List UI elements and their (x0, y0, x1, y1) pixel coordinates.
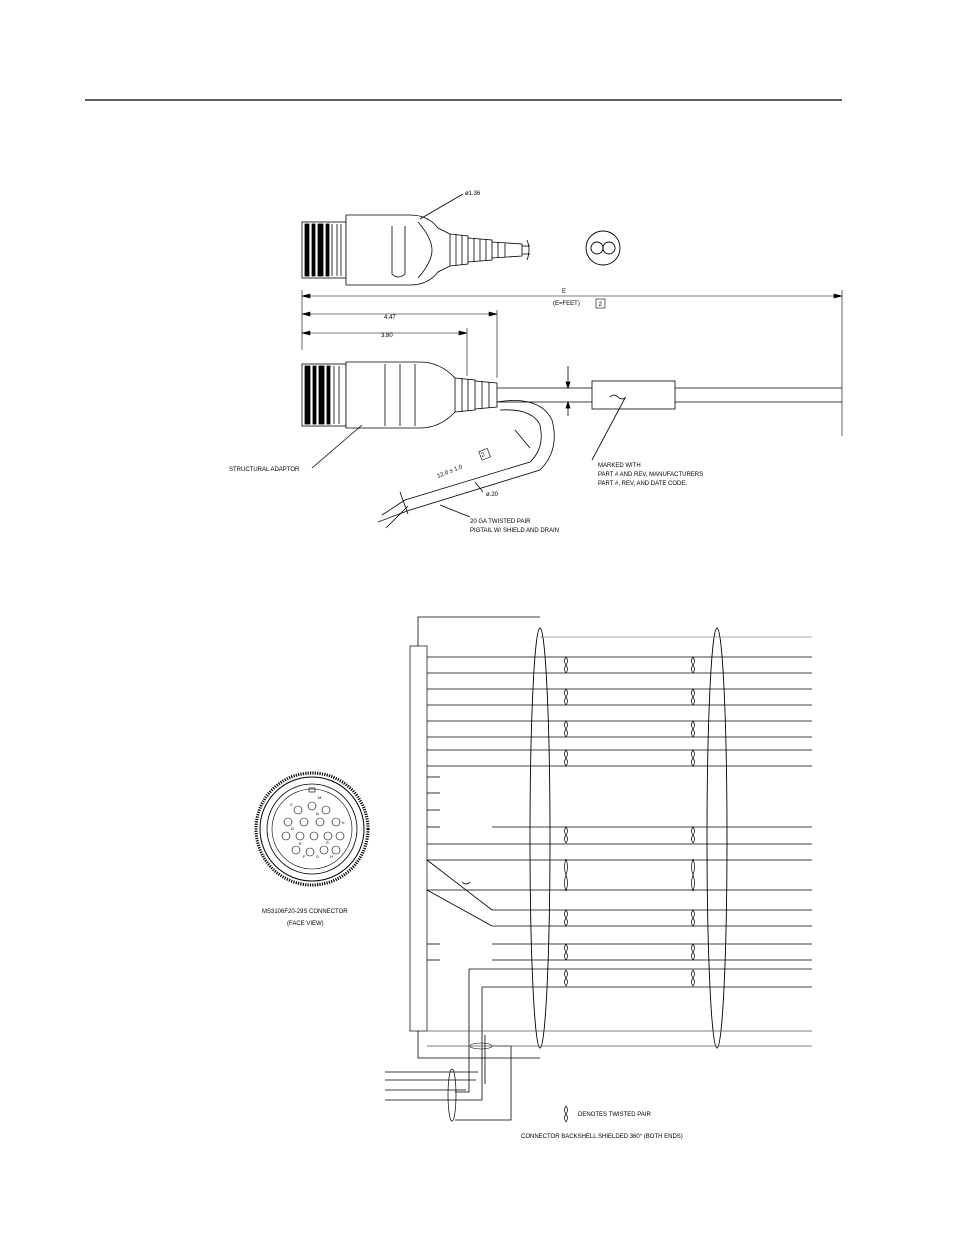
connector-pin-letter: H (330, 854, 333, 859)
note-ref-2: 2 (480, 452, 486, 459)
twisted-pair-symbol (692, 750, 695, 766)
connector-pin-hole (336, 832, 344, 840)
connector-pin-hole (316, 818, 324, 826)
cable-top-view (302, 194, 530, 285)
twisted-pair-symbol (565, 944, 568, 960)
marking-line-2: PART # AND REV, MANUFACTURERS (598, 472, 704, 478)
connector-pin-letter: M (318, 795, 322, 800)
connector-pin-letter: E (299, 841, 302, 846)
connector-pin-hole (310, 832, 318, 840)
twisted-pair-markers (565, 657, 695, 986)
connector-pins (282, 795, 345, 859)
twisted-pair-symbol (565, 910, 568, 926)
connector-pin-hole (308, 802, 316, 810)
dim-380-label: 3.80 (381, 333, 393, 339)
twisted-pair-symbol (692, 859, 695, 891)
pigtail-line-2: PIGTAIL W/ SHIELD AND DRAIN (470, 528, 560, 534)
connector-pin-hole (332, 818, 340, 826)
marking-line-1: MARKED WITH (598, 463, 641, 469)
connector-pin-hole (300, 818, 308, 826)
connector-pin-letter: D (291, 826, 294, 831)
routed-wires (385, 860, 812, 1121)
connector-pin-hole (306, 848, 314, 856)
legend-twisted-pair: DENOTES TWISTED PAIR (578, 1112, 651, 1118)
backshell-note: CONNECTOR BACKSHELL SHIELDED 360° (BOTH ENDS) (521, 1134, 683, 1140)
twisted-pair-symbol (692, 827, 695, 843)
structural-adaptor-label: STRUCTURAL ADAPTOR (229, 467, 300, 473)
connector-pin-hole (332, 846, 340, 854)
twisted-pair-symbol (565, 689, 568, 705)
connector-pin-hole (282, 832, 290, 840)
connector-pin-hole (292, 846, 300, 854)
connector-pin-hole (296, 832, 304, 840)
connector-pin-hole (284, 818, 292, 826)
twisted-pair-symbol (565, 721, 568, 737)
connector-face (256, 773, 368, 885)
pigtail-line-1: 20 GA TWISTED PAIR (470, 519, 531, 525)
connector-pin-letter: F (303, 854, 306, 859)
twisted-pair-symbol (692, 970, 695, 986)
twisted-pair-symbol (565, 827, 568, 843)
pigtail-length-label: 12.0 ± 1.0 (436, 464, 464, 480)
twisted-pair-symbol (692, 910, 695, 926)
wire-lines (427, 657, 812, 987)
connector-pin-letter: N (316, 811, 319, 816)
diameter-label: ø1.36 (465, 191, 481, 197)
pigtail-diameter-label: ø.20 (486, 492, 499, 498)
twisted-pair-symbol (692, 944, 695, 960)
twisted-pair-symbol (565, 970, 568, 986)
cable-cross-section (586, 231, 620, 265)
dim-447-label: 4.47 (384, 315, 396, 321)
connector-pin-hole (324, 832, 332, 840)
wiring-schematic (410, 617, 727, 1058)
length-label: E (562, 289, 567, 295)
connector-pin-hole (294, 806, 302, 814)
twisted-pair-legend-icon (565, 1106, 568, 1122)
twisted-pair-symbol (692, 657, 695, 673)
note-ref-1: 2 (598, 302, 602, 308)
marking-line-3: PART #, REV, AND DATE CODE. (598, 481, 688, 487)
twisted-pair-symbol (692, 689, 695, 705)
connector-title-line-2: (FACE VIEW) (287, 921, 324, 927)
twisted-pair-symbol (692, 721, 695, 737)
connector-pin-letter: K (342, 820, 345, 825)
connector-title-line-1: MS3106F20-29S CONNECTOR (262, 909, 348, 915)
connector-pin-letter: C (290, 802, 293, 807)
length-units-label: (E=FEET) (553, 301, 580, 307)
connector-pin-letter: G (316, 854, 320, 859)
twisted-pair-symbol (565, 657, 568, 673)
twisted-pair-symbol (565, 859, 568, 891)
connector-pin-hole (320, 846, 328, 854)
connector-pin-hole (322, 806, 330, 814)
twisted-pair-symbol (565, 750, 568, 766)
cable-side-view (302, 362, 842, 528)
connector-pin-letter: S (326, 840, 329, 845)
